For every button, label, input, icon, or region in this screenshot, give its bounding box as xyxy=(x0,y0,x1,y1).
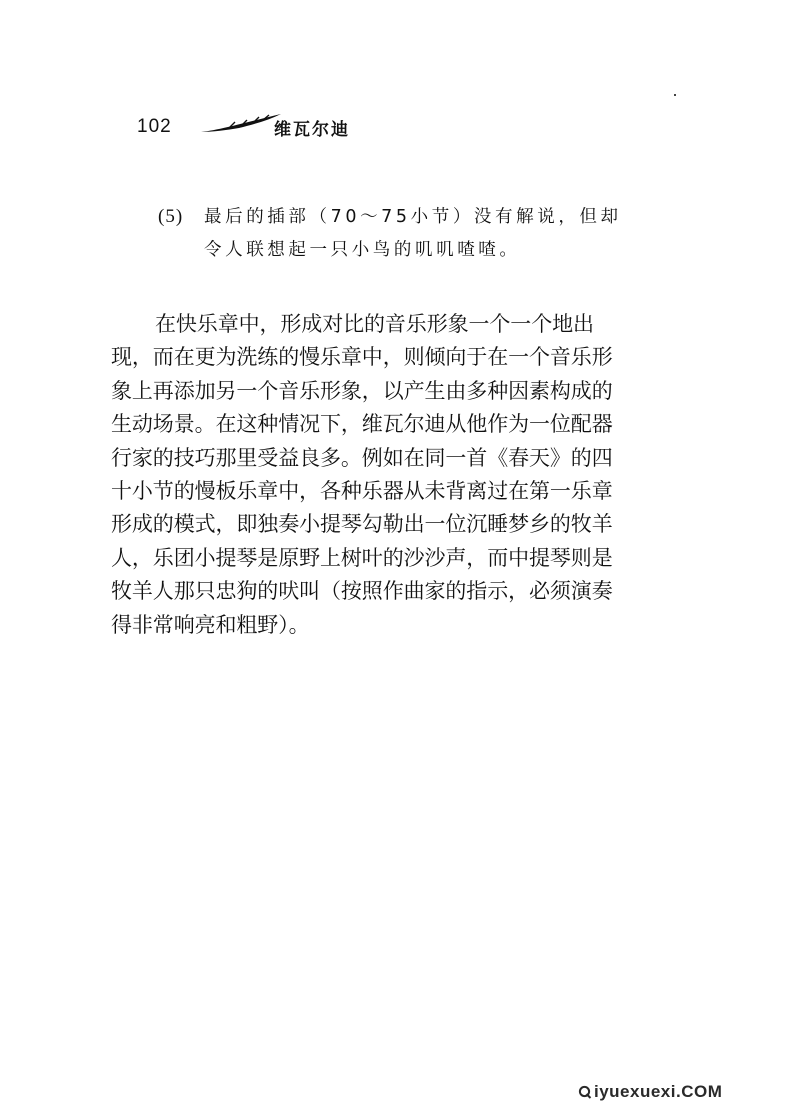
note-line-1: 最后的插部（70～75小节）没有解说，但却 xyxy=(204,207,622,227)
note-number: (5) xyxy=(158,206,184,227)
corner-mark xyxy=(674,94,676,96)
paragraph-line: 牧羊人那只忠狗的吠叫（按照作曲家的指示，必须演奏 xyxy=(111,579,613,604)
paragraph-line: 在快乐章中，形成对比的音乐形象一个一个地出 xyxy=(155,312,594,336)
paragraph-line: 生动场景。在这种情况下，维瓦尔迪从他作为一位配器 xyxy=(111,412,613,437)
note-line-2: 令人联想起一只小鸟的叽叽喳喳。 xyxy=(204,240,521,260)
paragraph-line: 形成的模式，即独奏小提琴勾勒出一位沉睡梦乡的牧羊 xyxy=(111,512,613,537)
paragraph-line: 行家的技巧那里受益良多。例如在同一首《春天》的四 xyxy=(111,445,613,470)
paragraph-line: 人，乐团小提琴是原野上树叶的沙沙声，而中提琴则是 xyxy=(111,545,613,570)
paragraph-line: 现，而在更为洗练的慢乐章中，则倾向于在一个音乐形 xyxy=(111,345,613,370)
running-title: 维瓦尔迪 xyxy=(274,120,350,140)
page-number: 102 xyxy=(137,116,172,137)
paragraph-line: 十小节的慢板乐章中，各种乐器从未背离过在第一乐章 xyxy=(111,479,613,504)
page-header xyxy=(137,104,657,144)
note-item xyxy=(158,200,678,267)
watermark-text: iyuexuexi.COM xyxy=(594,1082,723,1101)
feather-icon xyxy=(199,112,283,136)
body-paragraph xyxy=(111,308,671,642)
watermark xyxy=(578,1080,722,1104)
paragraph-line: 象上再添加另一个音乐形象，以产生由多种因素构成的 xyxy=(111,378,613,403)
q-logo-icon xyxy=(578,1085,592,1099)
paragraph-line: 得非常响亮和粗野）。 xyxy=(111,612,310,637)
